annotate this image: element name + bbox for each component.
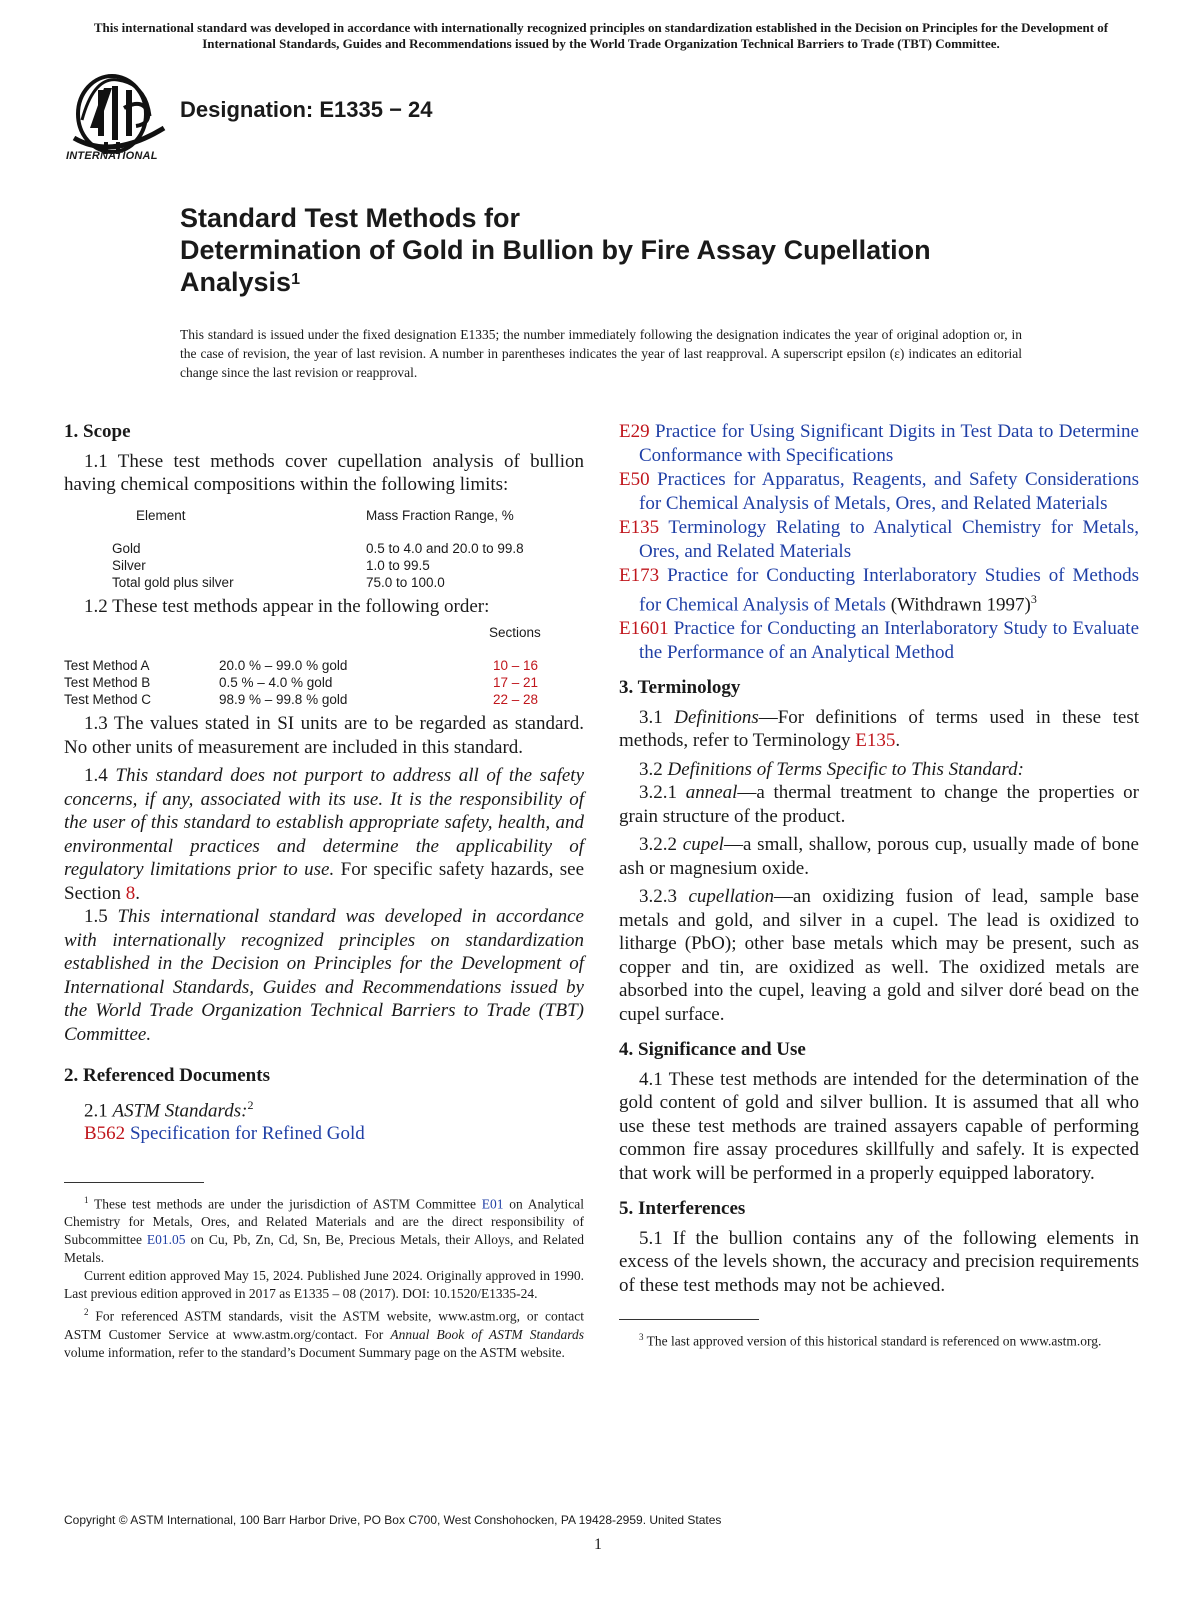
ref-title[interactable]: Terminology Relating to Analytical Chemistry for Metals, Ores, and Related Materials [639,517,1139,562]
subcommittee-link[interactable]: E01.05 [146,1232,186,1248]
fn-text: These test methods are under the jurisdiction of ASTM Committee [94,1196,476,1212]
ref-code[interactable]: E135 [619,517,660,538]
footnote-number: 3 [639,1332,644,1343]
para-number: 3.1 [639,706,663,728]
section-2-heading: 2. Referenced Documents [64,1065,270,1086]
ref-code[interactable]: E173 [619,565,660,586]
ref-code[interactable]: E1601 [619,618,669,640]
title-line-1: Standard Test Methods for [180,203,521,233]
page-number: 1 [594,1536,602,1553]
para-number: 3.2.2 [639,834,677,856]
title-footnote-ref[interactable]: 1 [291,271,300,288]
footnotes-left [64,1182,584,1362]
ref-item-e29[interactable] [619,420,1139,467]
sections-link[interactable]: 22 – 28 [493,692,539,707]
para-number: 3.2.1 [639,782,677,804]
committee-e01-link[interactable]: E01 [481,1196,504,1212]
ref-code[interactable]: B562 [84,1123,126,1145]
def-text: —a small, shallow, porous cup, usually made of bone ash or magnesium oxide. [619,834,1139,879]
section-4-heading: 4. Significance and Use [619,1039,806,1061]
footnote-ref-2[interactable]: 2 [247,1097,254,1112]
footnote-3 [619,1328,1139,1351]
order-cell: Test Method A [64,658,150,673]
footnote-2 [64,1303,584,1362]
copyright: Copyright © ASTM International, 100 Barr Harbor Drive, PO Box C700, West Conshohocken, PA 19428-2959. United States [64,1513,722,1527]
ref-item-e1601[interactable] [619,617,1139,664]
fn-text: For referenced ASTM standards, visit the ASTM website, www.astm.org, or contact ASTM Customer Service at www.astm.org/contact. For [64,1308,584,1342]
ref-title[interactable]: Practice for Conducting Interlaboratory Studies of Methods for Chemical Analysis of Metals [639,565,1139,615]
order-cell: 20.0 % – 99.0 % gold [219,658,348,673]
section-3-heading: 3. Terminology [619,677,741,699]
para-5-1: 5.1 If the bullion contains any of the following elements in excess of the levels shown, the accuracy and precision requirements of these test methods may not be achieved. [619,1227,1139,1296]
order-cell: 98.9 % – 99.8 % gold [219,692,348,707]
footnote-number: 2 [84,1307,89,1318]
limits-cell: Gold [112,540,141,556]
term: cupellation [688,886,774,908]
footnote-rule [619,1319,759,1320]
limits-cell: Silver [112,557,146,573]
ref-item-b562[interactable] [64,1122,584,1146]
para-1-2: 1.2 These test methods appear in the following order: [84,595,490,617]
fn-text: on Cu, Pb, Zn, Cd, Sn, Be, Precious Metals, their Alloys, and Related Metals. [64,1232,584,1266]
sections-link[interactable]: 17 – 21 [493,675,539,690]
order-cell: Test Method C [64,692,152,707]
section-8-link[interactable]: 8 [125,882,136,904]
para-1-5 [64,905,584,1046]
order-header-sections: Sections [489,625,541,640]
ref-item-e135[interactable] [619,516,1139,563]
def-text: —an oxidizing fusion of lead, sample base metals and gold, and silver in a cupel. The lead is oxidized to litharge (PbO); other base metals which may be present, such as copper and tin, are oxidized as well. The oxidized metals are absorbed into the cupel, leaving a gold and silver doré bead on the cupel surface. [619,886,1139,1025]
fn-text: volume information, refer to the standard’s Document Summary page on the ASTM website. [64,1344,565,1360]
para-number: 3.2.3 [639,886,677,908]
limits-cell: 1.0 to 99.5 [366,557,430,573]
ref-code[interactable]: E29 [619,421,650,442]
ref-title[interactable]: Practice for Using Significant Digits in Test Data to Determine Conformance with Specifications [639,421,1139,466]
limits-cell: Total gold plus silver [112,574,234,590]
left-column [64,420,584,1362]
footnote-ref-3[interactable]: 3 [1030,591,1037,606]
para-number: 1.5 [84,906,108,927]
top-note: This international standard was developed in accordance with internationally recognized principles on standardization established in the Decision on Principles for the Development of International Standards, Guides and Recommendations issued by the World Trade Organization Technical Barriers to Trade (TBT) Committee. [93,20,1109,51]
title-line-3: Analysis [180,267,292,297]
term: Definitions [674,706,759,728]
para-1-1: 1.1 These test methods cover cupellation analysis of bullion having chemical compositions within the following limits: [64,450,584,495]
para-3-2-1 [619,781,1139,828]
footnote-number: 1 [84,1194,89,1205]
para-1-4: 1.4 This standard does not purport to address all of the safety concerns, if any, associated with its use. It is the responsibility of the user of this standard to establish appropriate safety, health, and environmental practices and determine the applicability of regulatory limitations prior to use. For specific safety hazards, see Section 8. [64,765,585,904]
footnote-rule [64,1182,204,1183]
para-number: 1.4 [84,765,108,786]
para-4-1: 4.1 These test methods are intended for the determination of the gold content of gold and silver bullion. It is assumed that all who use these test methods are trained assayers capable of performing common fire assay procedures skillfully and safely. It is expected that work will be performed in a properly equipped laboratory. [619,1068,1139,1184]
section-5-heading: 5. Interferences [619,1198,746,1220]
def-text: —a thermal treatment to change the properties or grain structure of the product. [619,782,1139,827]
limits-header-element: Element [136,507,186,523]
right-column [619,420,1139,1351]
limits-cell: 75.0 to 100.0 [366,574,445,590]
logo-international-text: INTERNATIONAL [66,150,158,162]
ref-note: (Withdrawn 1997) [890,593,1031,615]
para-number: 3.2 [639,758,663,780]
term: anneal [685,782,738,804]
order-cell: Test Method B [64,675,151,690]
title-line-2: Determination of Gold in Bullion by Fire Assay Cupellation [180,235,931,265]
ref-item-e50[interactable] [619,468,1139,515]
limits-table [112,507,524,591]
e135-link[interactable]: E135 [855,730,896,752]
para-number: 2.1 [84,1099,108,1121]
limits-cell: 0.5 to 4.0 and 20.0 to 99.8 [366,540,524,556]
safety-statement: This standard does not purport to address all of the safety concerns, if any, associated with its use. It is the responsibility of the user of this standard to establish appropriate safety, health, and environmental practices and determine the applicability of regulatory limitations prior to use. [64,765,584,880]
para-1-3: 1.3 The values stated in SI units are to be regarded as standard. No other units of measurement are included in this standard. [64,713,584,758]
limits-header-range: Mass Fraction Range, % [366,507,514,523]
term: cupel [682,834,724,856]
ref-title[interactable]: Practice for Conducting an Interlaboratory Study to Evaluate the Performance of an Analytical Method [639,618,1140,663]
issued-statement: This standard is issued under the fixed designation E1335; the number immediately following the designation indicates the year of original adoption or, in the case of revision, the year of last revision. A number in parentheses indicates the year of last reapproval. A superscript epsilon (ε) indicates an editorial change since the last revision or reapproval. [180,327,1022,380]
section-1-heading: 1. Scope [64,421,131,442]
para-3-1: 3.1 Definitions—For definitions of terms used in these test methods, refer to Terminology E135. [619,706,1140,752]
table-row [64,691,544,708]
table-row [112,557,524,574]
para-3-2-3 [619,885,1139,1026]
footnote-1-edition: Current edition approved May 15, 2024. Published June 2024. Originally approved in 1990. Last previous edition approved in 2017 as E1335 – 08 (2017). DOI: 10.1520/E1335-24. [64,1268,584,1302]
fn-text: The last approved version of this historical standard is referenced on www.astm.org. [646,1333,1102,1349]
table-row [64,657,544,674]
footnote-1 [64,1191,584,1268]
designation: Designation: E1335 − 24 [180,97,433,122]
astm-standards-label: ASTM Standards: [112,1099,248,1121]
ref-title[interactable]: Specification for Refined Gold [129,1123,365,1145]
ref-title[interactable]: Practices for Apparatus, Reagents, and Safety Considerations for Chemical Analysis of Metals, Ores, and Related Materials [639,469,1139,514]
table-row [64,674,544,691]
table-row [112,574,524,591]
order-cell: 0.5 % – 4.0 % gold [219,675,333,690]
para-2-1 [64,1094,584,1123]
order-table [64,624,544,708]
para-3-2 [619,758,1139,782]
ref-code[interactable]: E50 [619,469,650,490]
sections-link[interactable]: 10 – 16 [493,658,539,673]
tbt-statement: This international standard was developed in accordance with internationally recognized principles on standardization established in the Decision on Principles for the Development of International Standards, Guides and Recommendations issued by the World Trade Organization Technical Barriers to Trade (TBT) Committee. [64,906,584,1045]
safety-tail: For specific safety hazards, see Section [64,859,585,904]
table-row [112,540,524,557]
fn-text: on Analytical Chemistry for Metals, Ores, and Related Materials and are the direct responsibility of Subcommittee [64,1196,585,1248]
footnotes-right [619,1319,1139,1351]
document-title [180,202,1060,298]
para-3-2-2 [619,833,1139,880]
fn-italic: Annual Book of ASTM Standards [390,1326,585,1342]
ref-item-e173[interactable] [619,564,1139,616]
subheading: Definitions of Terms Specific to This Standard: [667,758,1024,780]
def-text: —For definitions of terms used in these test methods, refer to Terminology [619,706,1140,752]
